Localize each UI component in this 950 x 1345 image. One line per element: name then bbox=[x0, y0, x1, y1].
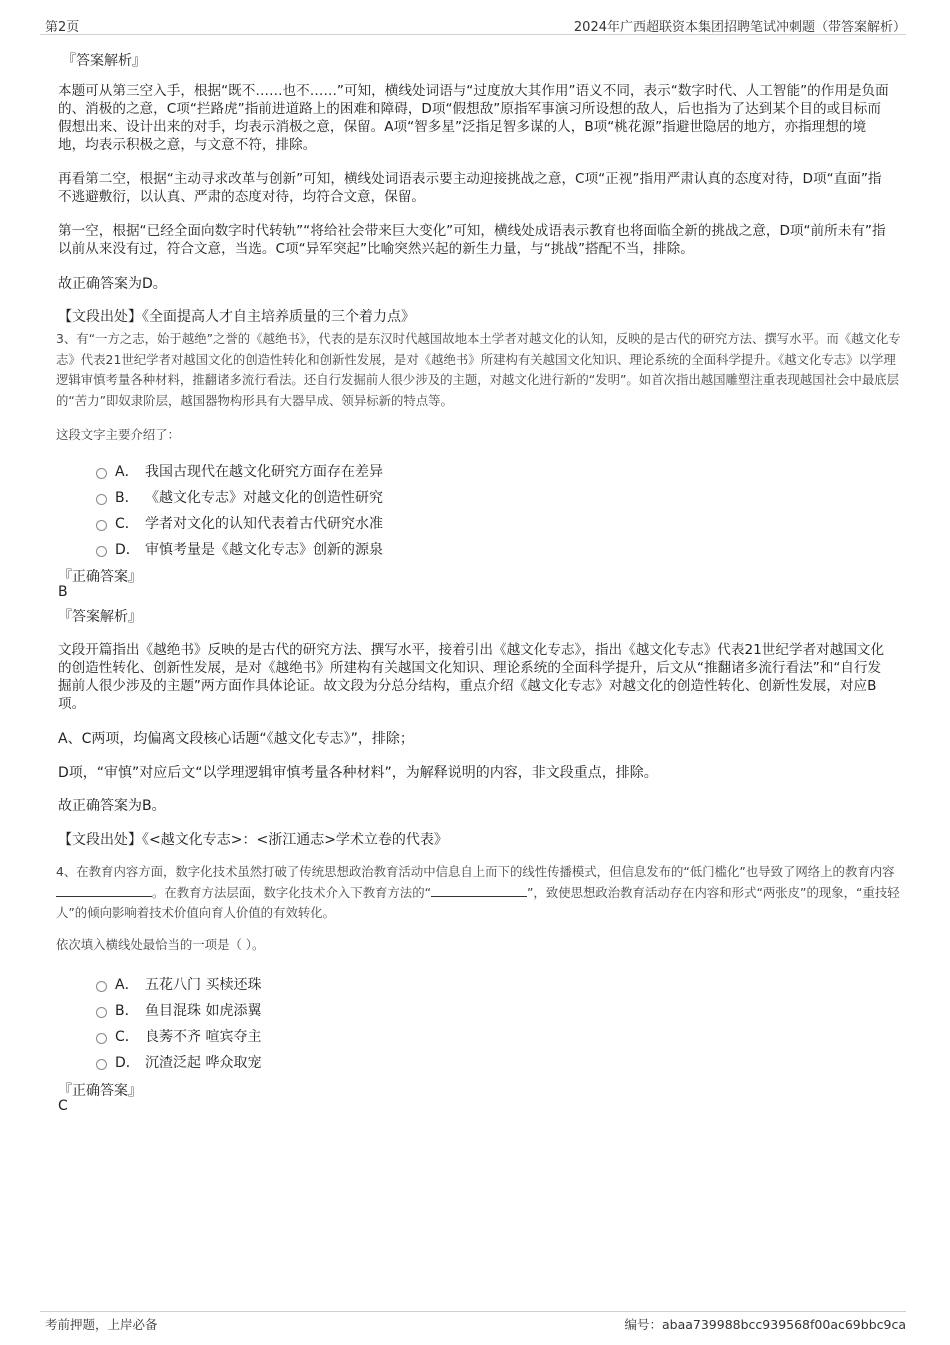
q3-question: 这段文字主要介绍了： bbox=[56, 427, 180, 442]
page-number: 第2页 bbox=[45, 20, 80, 35]
document-title: 2024年广西超联资本集团招聘笔试冲刺题（带答案解析） bbox=[573, 20, 906, 35]
q4-correct-label: 『正确答案』 bbox=[58, 1083, 142, 1099]
q4-option-c[interactable]: C． 良莠不齐 喧宾夺主 bbox=[96, 1026, 261, 1046]
radio-button[interactable] bbox=[96, 1033, 107, 1044]
q4-option-a[interactable]: A． 五花八门 买椟还珠 bbox=[96, 974, 261, 994]
q3-analysis-para3: D项，“审慎”对应后文“以学理逻辑审慎考量各种材料”，为解释说明的内容，非文段重点，排除。 bbox=[58, 765, 658, 781]
q4-correct-answer: C bbox=[58, 1098, 68, 1114]
q3-option-c[interactable]: C． 学者对文化的认知代表着古代研究水准 bbox=[96, 513, 383, 533]
fill-blank-2 bbox=[431, 884, 527, 897]
radio-button[interactable] bbox=[96, 520, 107, 531]
q4-question: 依次填入横线处最恰当的一项是（ ）。 bbox=[56, 937, 265, 952]
footer-slogan: 考前押题，上岸必备 bbox=[45, 1317, 158, 1332]
q3-correct-answer: B bbox=[58, 584, 68, 600]
q2-analysis-para1: 本题可从第三空入手，根据“既不……也不……”可知，横线处词语与“过度放大其作用”语义不同，表示“数字时代、人工智能”的作用是负面的、消极的之意，C项“拦路虎”指前进道路上的困难和障碍，D项“假想敌”原指军事演习所设想的敌人，后也指为了达到某个目的或目标而假想出来、设计出来的对手，均表示消极之意，保留。A项“智多星”泛指足智多谋的人，B项“桃花源”指避世隐居的地方，亦指理想的境地，均表示积极之意，与文意不符，排除。 bbox=[58, 83, 889, 153]
document-code: 编号：abaa739988bcc939568f00ac69bbc9ca bbox=[624, 1317, 906, 1332]
radio-button[interactable] bbox=[96, 494, 107, 505]
q3-option-a[interactable]: A． 我国古现代在越文化研究方面存在差异 bbox=[96, 461, 383, 481]
q3-analysis-para1: 文段开篇指出《越绝书》反映的是古代的研究方法、撰写水平，接着引出《越文化专志》，指出《越文化专志》代表21世纪学者对越国文化的创造性转化、创新性发展，是对《越绝书》所建构有关越国文化知识、理论系统的全面科学提升，后文从“推翻诸多流行看法”和“自行发掘前人很少涉及的主题”两方面作具体论证。故文段为分总分结构，重点介绍《越文化专志》对越文化的创造性转化、创新性发展，对应B项。 bbox=[58, 642, 885, 712]
q3-option-d[interactable]: D． 审慎考量是《越文化专志》创新的源泉 bbox=[96, 539, 383, 559]
radio-button[interactable] bbox=[96, 1007, 107, 1018]
q3-correct-label: 『正确答案』 bbox=[58, 569, 142, 585]
q2-analysis-para3: 第一空，根据“已经全面向数字时代转轨”“将给社会带来巨大变化”可知，横线处成语表示教育也将面临全新的挑战之意，D项“前所未有”指以前从来没有过，符合文意，当选。C项“异军突起”比喻突然兴起的新生力量，与“挑战”搭配不当，排除。 bbox=[58, 223, 886, 257]
radio-button[interactable] bbox=[96, 546, 107, 557]
q3-stem: 3、有“一方之志，始于越绝”之誉的《越绝书》，代表的是东汉时代越国故地本土学者对越文化的认知，反映的是古代的研究方法、撰写水平。而《越文化专志》代表21世纪学者对越国文化的创造性转化和创新性发展，是对《越绝书》所建构有关越国文化知识、理论系统的全面科学提升。《越文化专志》以学理逻辑审慎考量各种材料，推翻诸多流行看法。还自行发掘前人很少涉及的主题，对越文化进行新的“发明”。如首次指出越国雕塑注重表现越国社会中最底层的“苦力”即奴隶阶层，越国器物构形具有大器早成、领异标新的特点等。 bbox=[56, 331, 901, 408]
q3-option-b[interactable]: B． 《越文化专志》对越文化的创造性研究 bbox=[96, 487, 383, 507]
radio-button[interactable] bbox=[96, 468, 107, 479]
q4-stem: 4、在教育内容方面，数字化技术虽然打破了传统思想政治教育活动中信息自上而下的线性传播模式，但信息发布的“低门槛化”也导致了网络上的教育内容。在教育方法层面，数字化技术介入下教育方法的“ ”，致使思想政治教育活动存在内容和形式“两张皮”的现象，“重技轻人”的倾向影响着技术价值向育人价值的有效转化。 bbox=[56, 864, 900, 920]
q3-analysis-para2: A、C两项，均偏离文段核心话题“《越文化专志》”，排除； bbox=[58, 731, 414, 747]
q4-option-b[interactable]: B． 鱼目混珠 如虎添翼 bbox=[96, 1000, 261, 1020]
q4-option-d[interactable]: D． 沉渣泛起 哗众取宠 bbox=[96, 1052, 261, 1072]
radio-button[interactable] bbox=[96, 981, 107, 992]
q3-source: 【文段出处】《<越文化专志>：<浙江通志>学术立卷的代表》 bbox=[58, 832, 448, 848]
q2-source: 【文段出处】《全面提高人才自主培养质量的三个着力点》 bbox=[58, 309, 415, 325]
radio-button[interactable] bbox=[96, 1059, 107, 1070]
page-footer bbox=[40, 1311, 906, 1332]
q2-conclusion: 故正确答案为D。 bbox=[58, 276, 167, 292]
q2-analysis-label: 『答案解析』 bbox=[62, 53, 146, 69]
fill-blank-1 bbox=[56, 884, 152, 897]
q2-analysis-para2: 再看第二空，根据“主动寻求改革与创新”可知，横线处词语表示要主动迎接挑战之意，C项“正视”指用严肃认真的态度对待，D项“直面”指不逃避敷衍，以认真、严肃的态度对待，均符合文意，保留。 bbox=[58, 171, 882, 205]
q3-analysis-label: 『答案解析』 bbox=[58, 609, 142, 625]
q3-conclusion: 故正确答案为B。 bbox=[58, 798, 166, 814]
page-header bbox=[40, 14, 906, 35]
